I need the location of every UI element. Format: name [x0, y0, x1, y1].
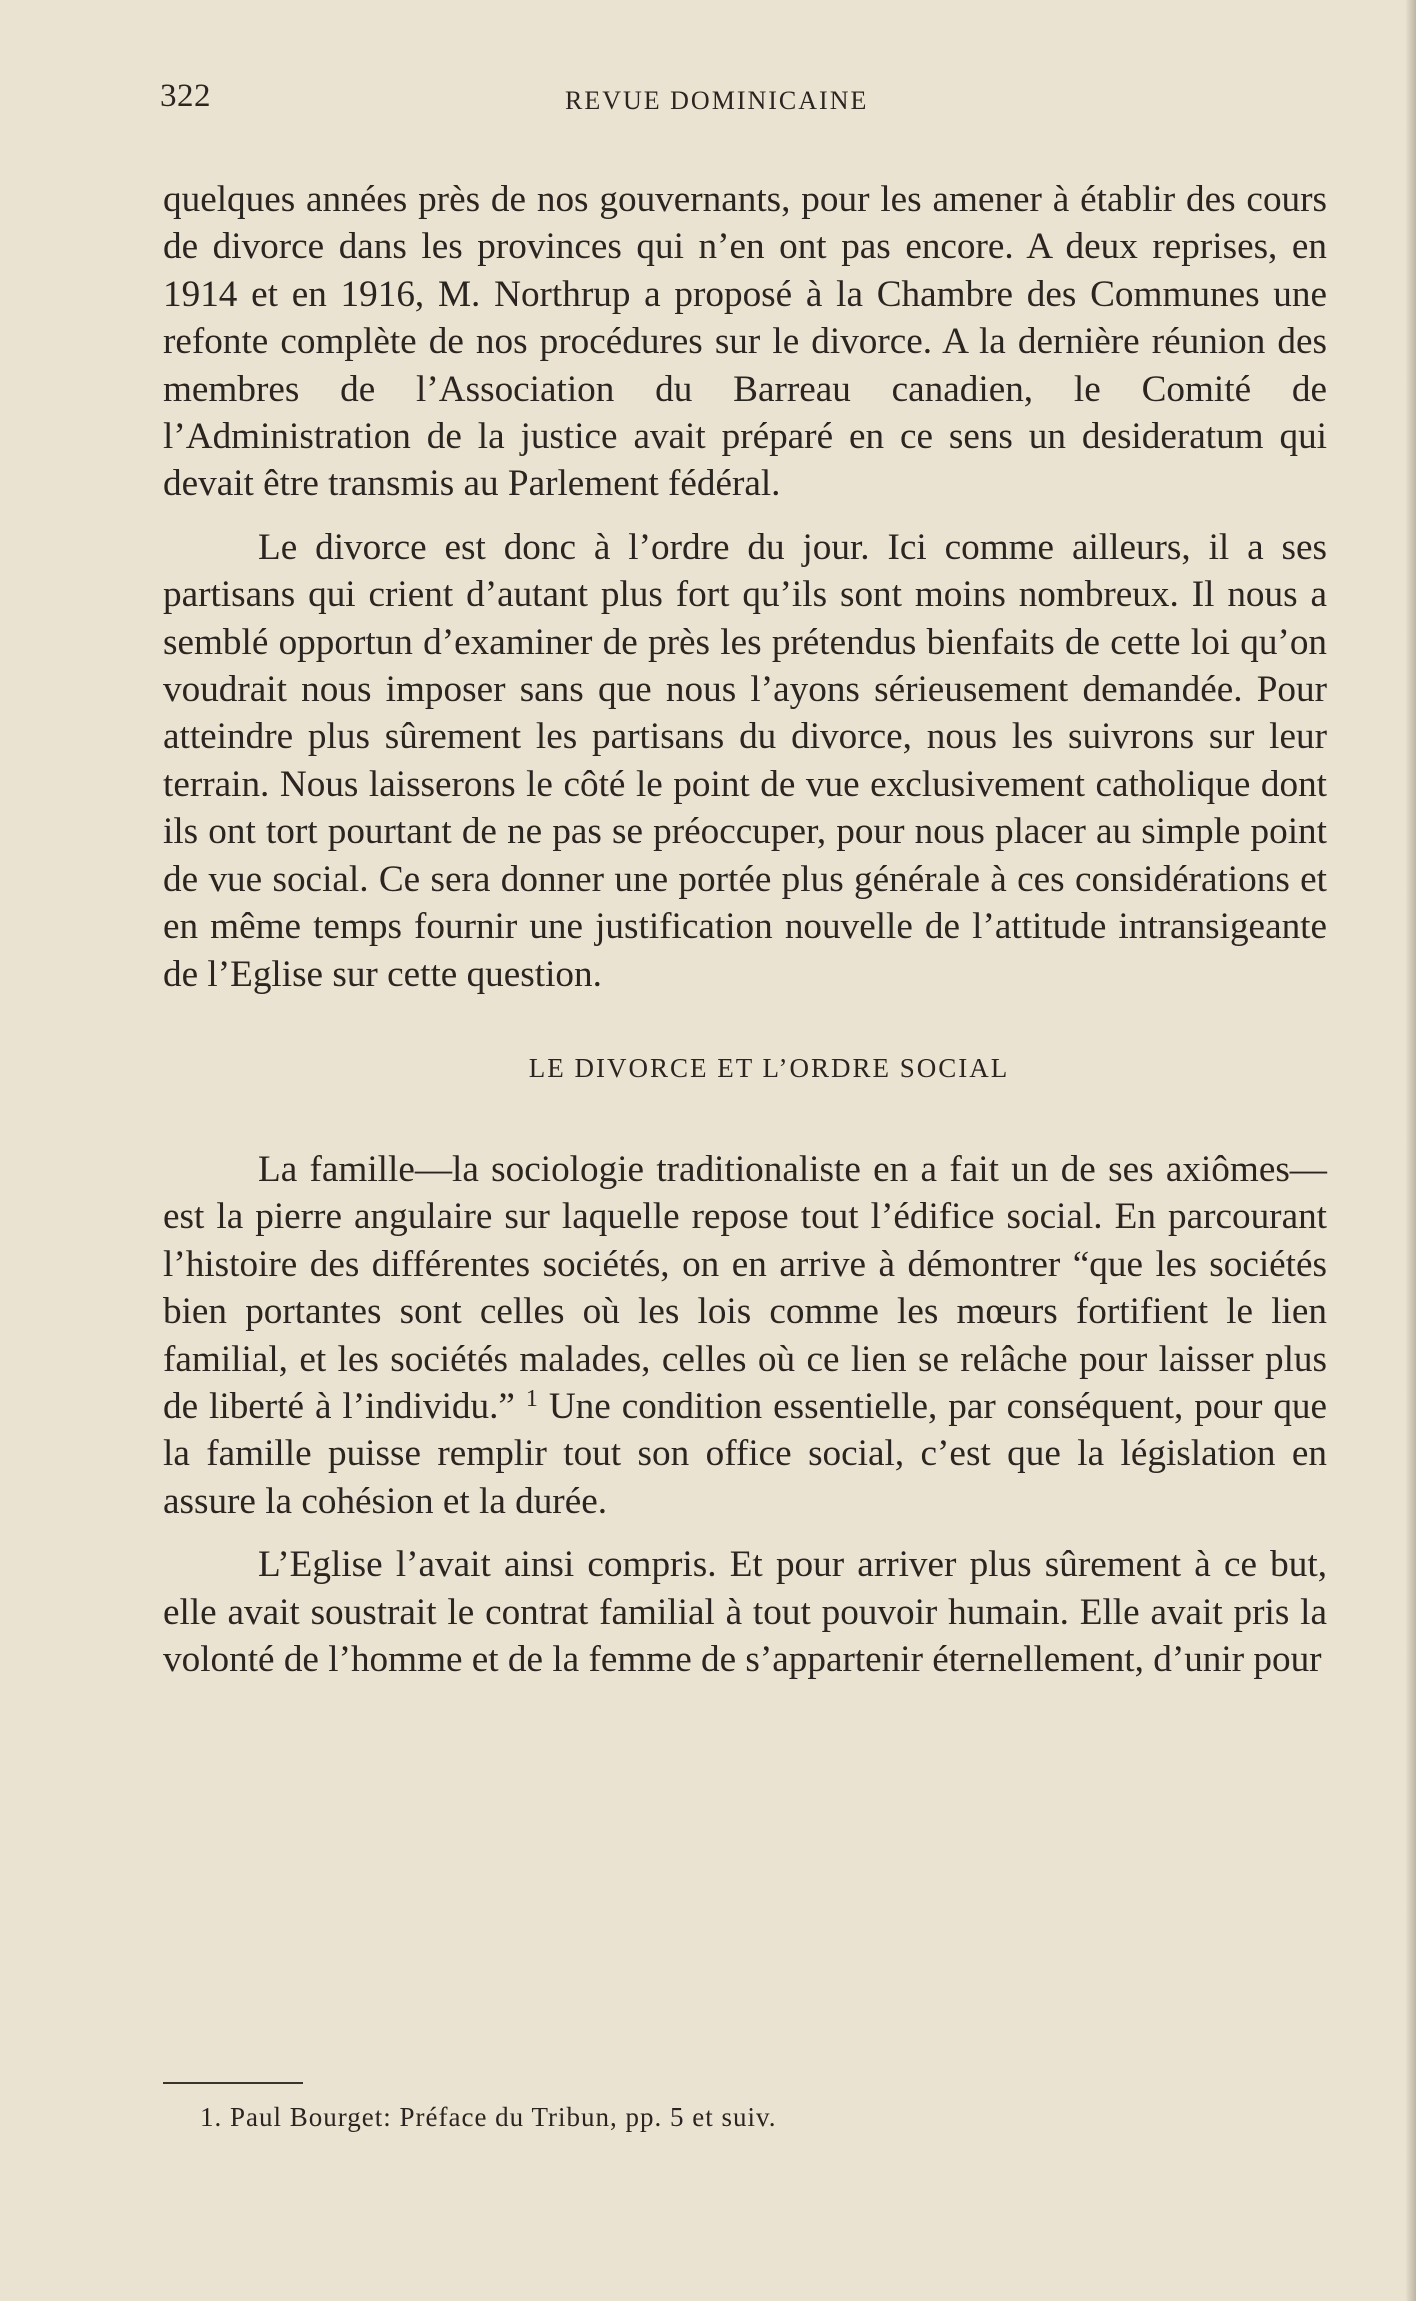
footnote: 1. Paul Bourget: Préface du Tribun, pp. 5 et suiv.: [200, 2102, 777, 2132]
paragraph-2: Le divorce est donc à l’ordre du jour. Ici comme ailleurs, il a ses partisans qui crient d’autant plus fort qu’ils sont moins nombreux. Il nous a semblé opportun d’examiner de près les prétendus bienfaits de cette loi qu’on voudrait nous imposer sans que nous l’ayons sérieusement demandée. Pour atteindre plus sûrement les partisans du divorce, nous les suivrons sur leur terrain. Nous laisserons le côté le point de vue exclusivement catholique dont ils ont tort pourtant de ne pas se préoccuper, pour nous placer au simple point de vue social. Ce sera donner une portée plus générale à ces considérations et en même temps fournir une justification nouvelle de l’attitude intransigeante de l’Eglise sur cette question.: [163, 526, 1327, 995]
section-heading: [163, 1053, 1327, 1084]
page-edge-shadow: [1406, 0, 1416, 2301]
paragraph-4: L’Eglise l’avait ainsi compris. Et pour arriver plus sûrement à ce but, elle avait soustrait le contrat familial à tout pouvoir humain. Elle avait pris la volonté de l’homme et de la femme de s’appartenir éternellement, d’unir pour: [163, 1544, 1327, 1680]
footnote-reference: 1: [525, 1385, 538, 1412]
page-header: [160, 78, 1256, 124]
paragraph-3: [163, 1146, 1327, 1525]
running-head: REVUE DOMINICAINE: [565, 86, 869, 115]
paragraph-3-text: La famille—la sociologie traditionaliste en a fait un de ses axiômes—est la pierre angulaire sur laquelle repose tout l’édifice social. En parcourant l’histoire des différentes sociétés, on en arrive à démontrer “que les sociétés bien portantes sont celles où les lois comme les mœurs fortifient le lien familial, et les sociétés malades, celles où ce lien se relâche pour laisser plus de liberté à l’individu.”: [163, 1148, 1327, 1427]
article-body: [163, 176, 1327, 1683]
footnote-divider: [163, 2082, 303, 2084]
paragraph-1: quelques années près de nos gouvernants, pour les amener à établir des cours de divorce dans les provinces qui n’en ont pas encore. A deux reprises, en 1914 et en 1916, M. Northrup a proposé à la Chambre des Communes une refonte complète de nos procédures sur le divorce. A la dernière réunion des membres de l’Association du Barreau canadien, le Comité de l’Administration de la justice avait préparé en ce sens un desideratum qui devait être transmis au Parlement fédéral.: [163, 179, 1327, 505]
paragraph-3-tail: Une condition essentielle, par conséquent, pour que la famille puisse remplir tout son office social, c’est que la législation en assure la cohésion et la durée.: [163, 1385, 1328, 1522]
page-number: 322: [160, 78, 211, 114]
section-heading-text: LE DIVORCE ET L’ORDRE SOCIAL: [528, 1052, 1010, 1083]
